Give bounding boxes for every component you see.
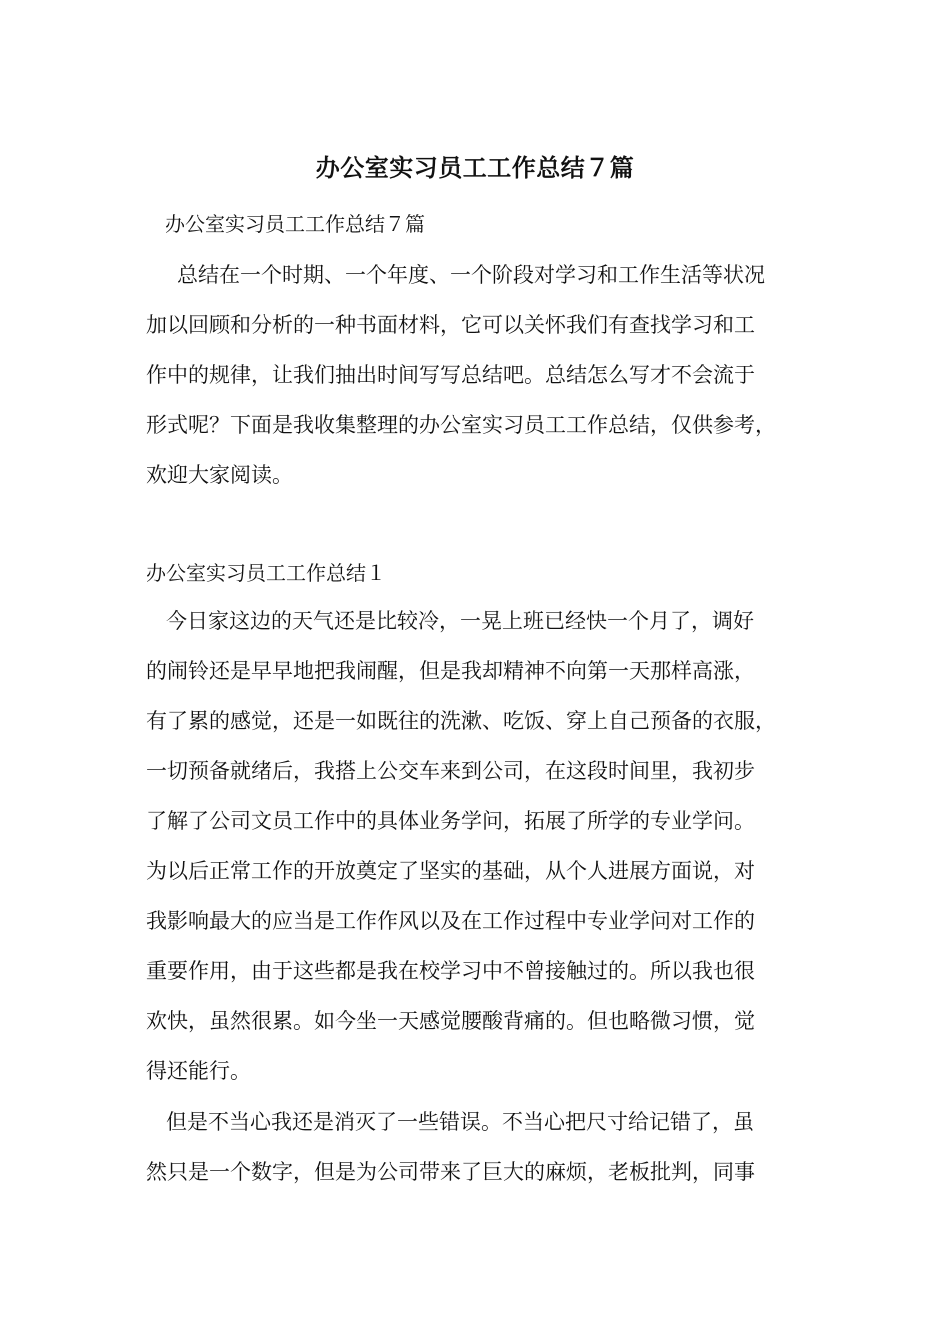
paragraph-line: 但是不当心我还是消灭了一些错误。不当心把尺寸给记错了，虽 (166, 1110, 754, 1134)
paragraph-line: 欢快，虽然很累。如今坐一天感觉腰酸背痛的。但也略微习惯，觉 (146, 1009, 755, 1033)
intro-line: 作中的规律，让我们抽出时间写写总结吧。总结怎么写才不会流于 (146, 363, 755, 387)
intro-line: 形式呢？下面是我收集整理的办公室实习员工工作总结，仅供参考， (146, 413, 776, 437)
paragraph-line: 我影响最大的应当是工作作风以及在工作过程中专业学问对工作的 (146, 909, 755, 933)
section-heading: 办公室实习员工工作总结１ (146, 561, 386, 585)
body-paragraph (146, 1097, 836, 1197)
paragraph-line: 的闹铃还是早早地把我闹醒，但是我却精神不向第一天那样高涨， (146, 659, 755, 683)
paragraph-line: 为以后正常工作的开放奠定了坚实的基础，从个人进展方面说，对 (146, 859, 755, 883)
paragraph-line: 今日家这边的天气还是比较冷，一晃上班已经快一个月了，调好 (166, 609, 754, 633)
body-paragraph (146, 596, 836, 1096)
paragraph-line: 重要作用，由于这些都是我在校学习中不曾接触过的。所以我也很 (146, 959, 755, 983)
intro-line: 加以回顾和分析的一种书面材料，它可以关怀我们有查找学习和工 (146, 313, 755, 337)
paragraph-line: 有了累的感觉，还是一如既往的洗漱、吃饭、穿上自己预备的衣服， (146, 709, 776, 733)
intro-paragraph (146, 250, 836, 500)
paragraph-line: 得还能行。 (146, 1059, 251, 1083)
paragraph-line: 了解了公司文员工作中的具体业务学问，拓展了所学的专业学问。 (146, 809, 755, 833)
intro-line: 总结在一个时期、一个年度、一个阶段对学习和工作生活等状况 (156, 263, 765, 287)
document-title: 办公室实习员工工作总结７篇 (315, 153, 635, 182)
intro-line: 欢迎大家阅读。 (146, 463, 293, 487)
paragraph-line: 然只是一个数字，但是为公司带来了巨大的麻烦，老板批判，同事 (146, 1160, 755, 1184)
paragraph-line: 一切预备就绪后，我搭上公交车来到公司，在这段时间里，我初步 (146, 759, 755, 783)
document-subtitle: 办公室实习员工工作总结７篇 (165, 212, 425, 236)
